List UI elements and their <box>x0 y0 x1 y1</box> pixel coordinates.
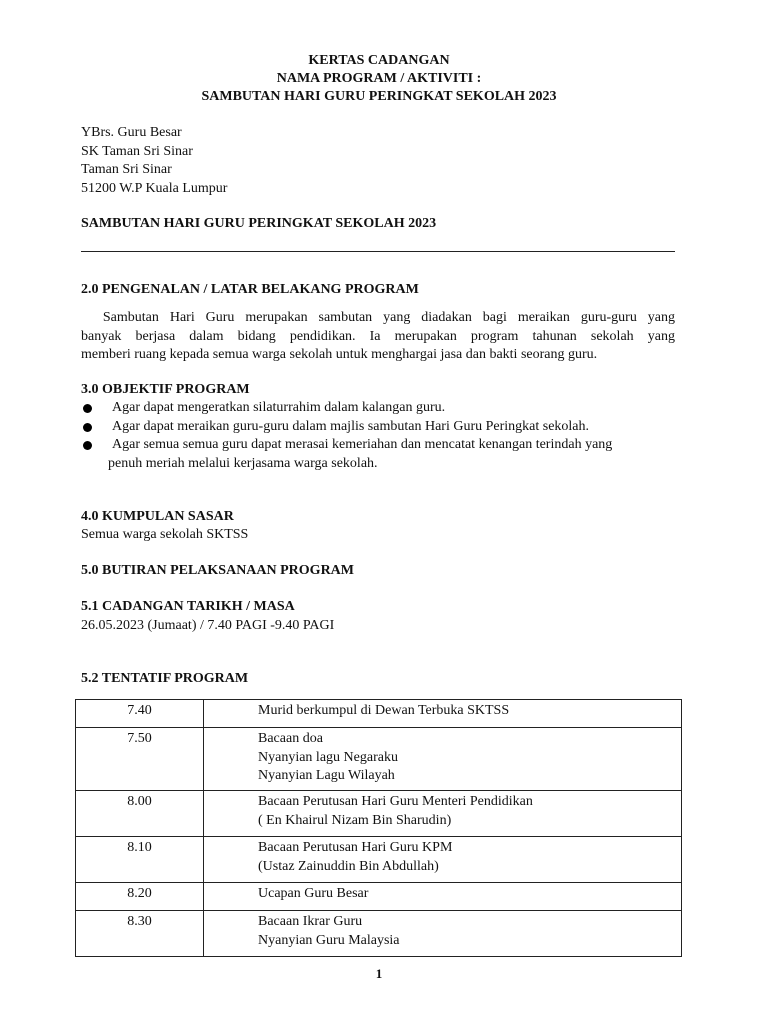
page-number: 1 <box>375 966 383 981</box>
subject-line: SAMBUTAN HARI GURU PERINGKAT SEKOLAH 2023 <box>81 216 437 231</box>
table-row <box>76 700 682 728</box>
activity-cell <box>204 791 682 837</box>
time-cell: 7.50 <box>76 728 204 791</box>
activity-line: ( En Khairul Nizam Bin Sharudin) <box>258 812 452 828</box>
activity-line: Ucapan Guru Besar <box>258 886 369 901</box>
time-cell: 8.10 <box>76 837 204 883</box>
target-group-text: Semua warga sekolah SKTSS <box>81 527 249 542</box>
recipient-address <box>81 124 227 198</box>
address-line: Taman Sri Sinar <box>81 162 172 177</box>
table-row <box>76 883 682 911</box>
activity-line: Bacaan Perutusan Hari Guru Menteri Pendidikan <box>258 794 533 809</box>
activity-line: Bacaan doa <box>258 731 323 746</box>
table-row <box>76 911 682 957</box>
bullet-icon <box>83 404 92 413</box>
activity-line: Nyanyian lagu Negaraku <box>258 749 398 765</box>
time-cell: 8.00 <box>76 791 204 837</box>
address-line: 51200 W.P Kuala Lumpur <box>81 180 228 196</box>
doc-title-line3: SAMBUTAN HARI GURU PERINGKAT SEKOLAH 2023 <box>201 89 557 104</box>
time-cell: 8.20 <box>76 883 204 911</box>
activity-line: Murid berkumpul di Dewan Terbuka SKTSS <box>258 703 510 718</box>
paragraph-line: banyak berjasa dalam bidang pendidikan. Ia merupakan program tahunan sekolah yang <box>81 328 675 344</box>
time-cell: 7.40 <box>76 700 204 728</box>
section-5-heading: 5.0 BUTIRAN PELAKSANAAN PROGRAM <box>81 563 355 578</box>
activity-line: Bacaan Perutusan Hari Guru KPM <box>258 840 453 855</box>
tentative-table <box>75 699 682 957</box>
activity-cell <box>204 883 682 911</box>
bullet-icon <box>83 423 92 432</box>
table-row <box>76 837 682 883</box>
activity-line: Bacaan Ikrar Guru <box>258 914 363 929</box>
table-row <box>76 728 682 791</box>
bullet-icon <box>83 441 92 450</box>
objective-list <box>81 399 681 473</box>
activity-line: (Ustaz Zainuddin Bin Abdullah) <box>258 858 439 874</box>
objective-text: Agar dapat mengeratkan silaturrahim dalam kalangan guru. <box>112 400 446 415</box>
section-5-2-heading: 5.2 TENTATIF PROGRAM <box>81 671 249 686</box>
objective-item <box>81 399 681 418</box>
paragraph-line: memberi ruang kepada semua warga sekolah untuk menghargai jasa dan bakti seorang guru. <box>81 347 598 362</box>
objective-text: Agar dapat meraikan guru-guru dalam majlis sambutan Hari Guru Peringkat sekolah. <box>112 418 590 434</box>
objective-item <box>81 418 681 437</box>
section-3-heading: 3.0 OBJEKTIF PROGRAM <box>81 382 250 397</box>
objective-item <box>81 436 681 473</box>
activity-line: Nyanyian Lagu Wilayah <box>258 768 395 783</box>
activity-cell <box>204 837 682 883</box>
table-row <box>76 791 682 837</box>
activity-line: Nyanyian Guru Malaysia <box>258 932 400 948</box>
section-2-paragraph <box>81 309 675 365</box>
objective-text-continued: penuh meriah melalui kerjasama warga sekolah. <box>108 455 378 471</box>
objective-text: Agar semua semua guru dapat merasai kemeriahan dan mencatat kenangan terindah yang <box>112 437 613 452</box>
doc-title-line2: NAMA PROGRAM / AKTIVITI : <box>276 71 482 86</box>
subject-divider <box>81 251 675 252</box>
section-2-heading: 2.0 PENGENALAN / LATAR BELAKANG PROGRAM <box>81 282 419 297</box>
activity-cell <box>204 911 682 957</box>
paragraph-line: Sambutan Hari Guru merupakan sambutan yang diadakan bagi meraikan guru-guru yang <box>81 310 675 325</box>
section-4-heading: 4.0 KUMPULAN SASAR <box>81 509 234 524</box>
program-date-time: 26.05.2023 (Jumaat) / 7.40 PAGI -9.40 PAGI <box>81 618 335 633</box>
address-line: YBrs. Guru Besar <box>81 125 182 140</box>
doc-title-line1: KERTAS CADANGAN <box>308 53 450 68</box>
time-cell: 8.30 <box>76 911 204 957</box>
activity-cell <box>204 700 682 728</box>
address-line: SK Taman Sri Sinar <box>81 143 193 159</box>
activity-cell <box>204 728 682 791</box>
section-5-1-heading: 5.1 CADANGAN TARIKH / MASA <box>81 599 295 614</box>
